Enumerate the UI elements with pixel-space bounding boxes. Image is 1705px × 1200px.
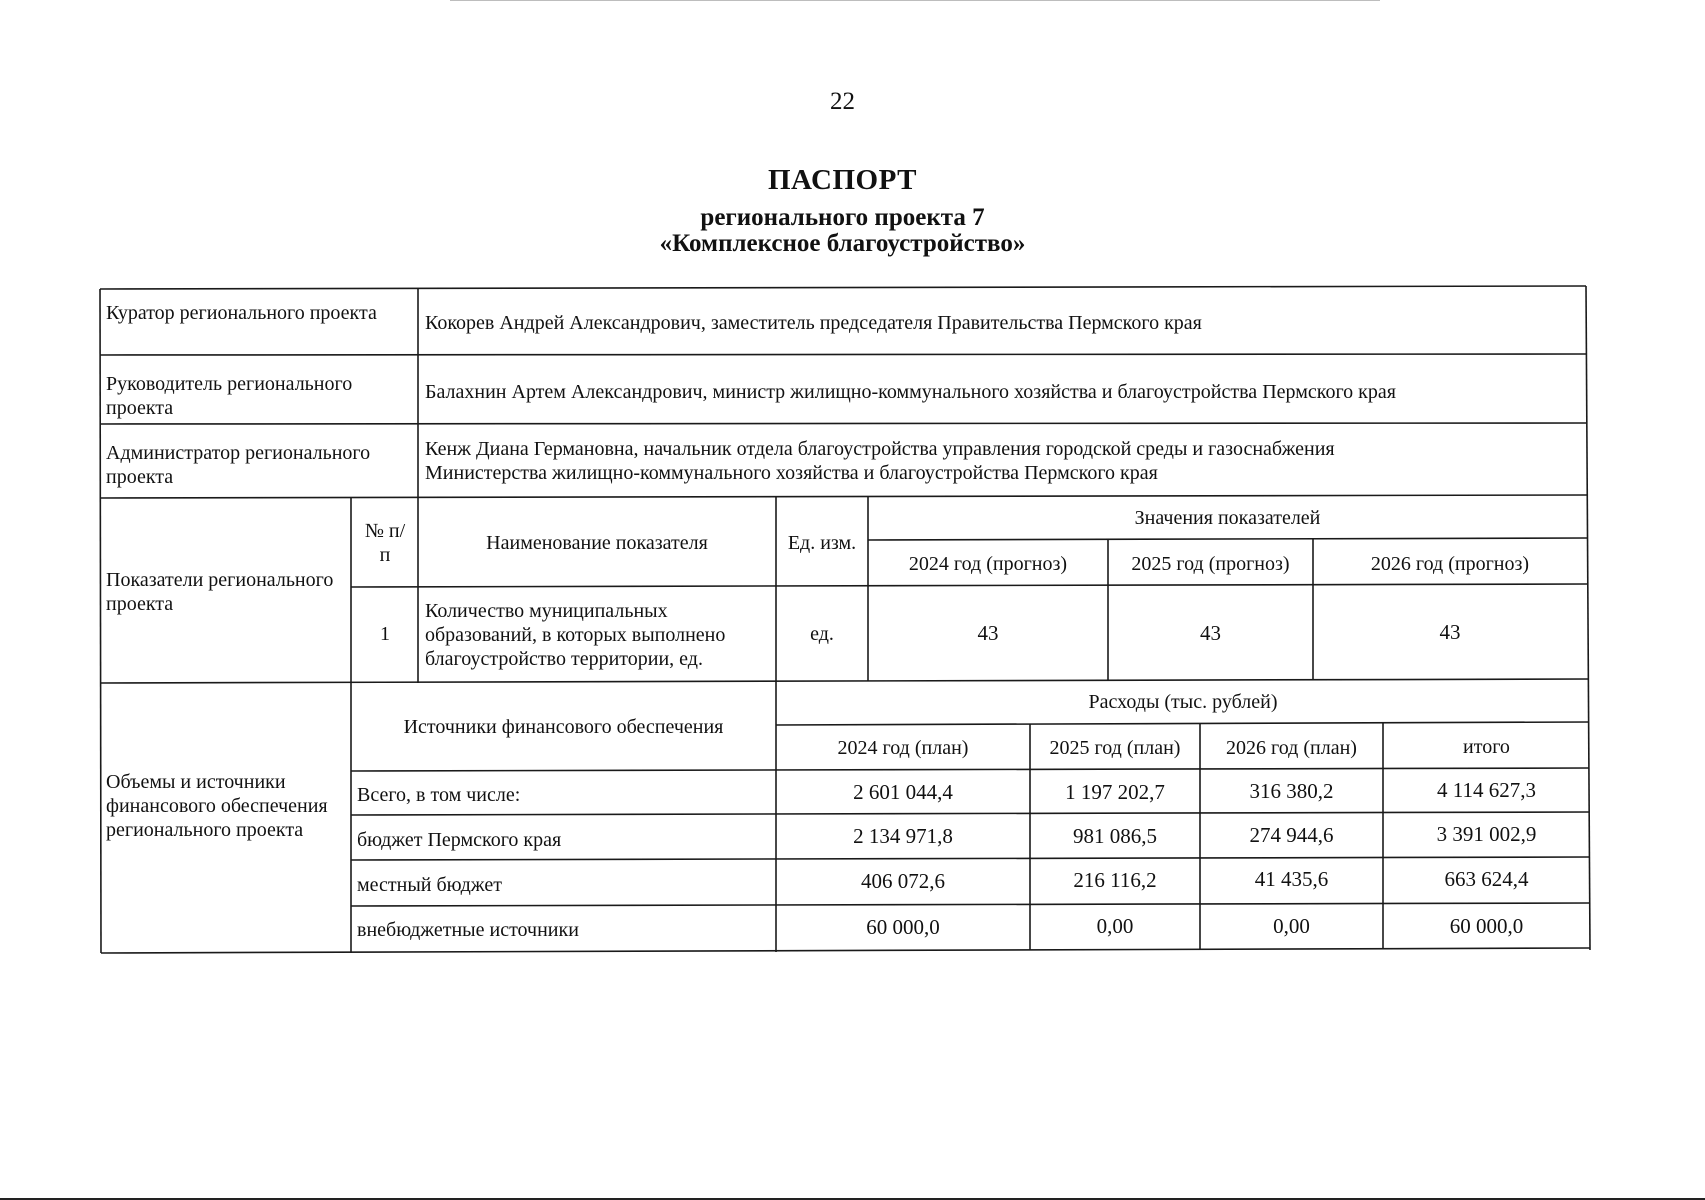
financing-value: 216 116,2: [1073, 868, 1157, 892]
financing-value: 406 072,6: [861, 869, 945, 893]
indicators-unit-header: Ед. изм.: [787, 532, 857, 554]
financing-source: внебюджетные источники: [357, 919, 579, 941]
indicators-year-header: 2025 год (прогноз): [1131, 553, 1290, 575]
financing-value: 0,00: [1273, 914, 1310, 938]
indicators-values-header: Значения показателей: [1134, 507, 1321, 529]
administrator-value: Кенж Диана Германовна, начальник отдела благоустройства управления городской среды и газоснабжения Министерства жилищно-коммунального хозяйства и благоустройства Пермского края: [425, 438, 1335, 484]
financing-value: 0,00: [1096, 914, 1134, 938]
indicator-name: Количество муниципальных образований, в которых выполнено благоустройство территории, ед.: [425, 600, 726, 670]
financing-value: 1 197 202,7: [1065, 780, 1165, 804]
financing-year-header: 2024 год (план): [837, 737, 969, 759]
financing-source: Всего, в том числе:: [357, 784, 521, 806]
indicator-number: 1: [380, 623, 390, 645]
financing-value: 2 134 971,8: [853, 824, 953, 848]
financing-year-header: 2026 год (план): [1226, 737, 1357, 759]
financing-value: 274 944,6: [1249, 823, 1334, 847]
project-head-label: Руководитель регионального проекта: [106, 373, 353, 419]
subtitle-line-1: регионального проекта 7: [700, 204, 985, 231]
page-number: 22: [830, 88, 855, 115]
financing-year-header: 2025 год (план): [1049, 737, 1181, 759]
indicators-name-header: Наименование показателя: [486, 532, 708, 554]
financing-value: 4 114 627,3: [1437, 778, 1536, 802]
project-head-value: Балахнин Артем Александрович, министр жилищно-коммунального хозяйства и благоустройства Пермского края: [425, 381, 1396, 403]
financing-expenses-header: Расходы (тыс. рублей): [1088, 691, 1278, 713]
indicator-value: 43: [977, 621, 999, 645]
indicators-year-header: 2026 год (прогноз): [1370, 553, 1530, 575]
administrator-label: Администратор регионального проекта: [106, 442, 371, 488]
subtitle-line-2: «Комплексное благоустройство»: [659, 230, 1026, 257]
financing-value: 663 624,4: [1444, 867, 1529, 891]
financing-value: 981 086,5: [1073, 824, 1157, 848]
document-title: ПАСПОРТ: [767, 164, 918, 196]
curator-value: Кокорев Андрей Александрович, заместитель председателя Правительства Пермского края: [425, 312, 1202, 334]
financing-source: бюджет Пермского края: [357, 829, 562, 851]
financing-value: 41 435,6: [1254, 867, 1329, 891]
financing-label: Объемы и источники финансового обеспечения регионального проекта: [106, 771, 328, 841]
financing-value: 2 601 044,4: [853, 780, 953, 804]
indicators-year-header: 2024 год (прогноз): [908, 553, 1068, 575]
indicators-label: Показатели регионального проекта: [106, 569, 334, 615]
financing-sources-header: Источники финансового обеспечения: [403, 716, 724, 738]
financing-value: 3 391 002,9: [1436, 822, 1537, 846]
financing-source: местный бюджет: [357, 874, 502, 896]
financing-value: 316 380,2: [1249, 779, 1334, 803]
financing-value: 60 000,0: [1449, 914, 1524, 938]
indicator-value: 43: [1439, 620, 1461, 644]
indicators-number-header: № п/п: [364, 520, 406, 566]
indicator-value: 43: [1200, 621, 1221, 645]
financing-total-header: итого: [1463, 736, 1510, 758]
indicator-unit: ед.: [810, 623, 834, 645]
financing-value: 60 000,0: [866, 915, 940, 939]
curator-label: Куратор регионального проекта: [106, 302, 377, 324]
